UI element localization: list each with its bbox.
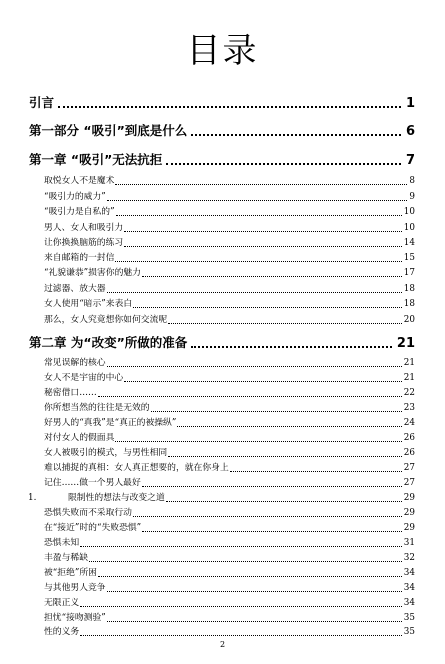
toc-entry-label: 第一章 “吸引”无法抗拒 [29,152,163,167]
toc-page-number: 27 [403,463,415,473]
dot-leader [107,621,402,622]
toc-entry-label: 你所想当然的往往是无效的 [44,403,150,413]
toc-page-number: 22 [403,388,415,398]
toc-entry[interactable] [0,432,445,445]
toc-entry-label: “吸引力是自私的” [44,207,115,217]
toc-entry-label: “吸引力的威力” [44,192,106,202]
toc-entry[interactable] [0,462,445,475]
dot-leader [124,246,402,247]
dot-leader [89,561,402,562]
toc-entry-label: 女人不是宇宙的中心 [44,373,124,383]
dot-leader [124,381,402,382]
toc-page-number: 14 [403,238,415,248]
dot-leader [98,576,402,577]
toc-entry-label: 限制性的想法与改变之道 [68,493,165,503]
toc-entry[interactable] [0,597,445,610]
toc-page-number: 10 [403,223,415,233]
toc-entry[interactable] [0,252,445,265]
toc-page-number: 15 [403,253,415,263]
dot-leader [230,471,402,472]
toc-entry[interactable] [0,314,445,327]
dot-leader [168,323,402,324]
dot-leader [115,261,401,262]
toc-entry-label: 那么，女人究竟想你如何交流呢 [44,315,168,325]
toc-entry[interactable] [0,372,445,385]
toc-entry[interactable] [0,175,445,188]
toc-entry[interactable] [0,267,445,280]
dot-leader [58,106,401,108]
dot-leader [98,396,402,397]
toc-page-number: 20 [403,315,415,325]
toc-entry[interactable] [0,402,445,415]
toc-page-number: 24 [403,418,415,428]
toc-entry-label: 恐惧未知 [44,538,80,548]
dot-leader [142,276,402,277]
toc-page-number: 23 [403,403,415,413]
dot-leader [124,231,402,232]
toc-entry-label: 取悦女人不是魔术 [44,176,115,186]
toc-entry-label: 无限正义 [44,598,80,608]
toc-page-number: 8 [409,176,415,186]
toc-page-number: 31 [403,538,415,548]
toc-entry-label: 常见误解的核心 [44,358,106,368]
toc-entry-label: 记住……做一个男人最好 [44,478,141,488]
dot-leader [166,163,401,165]
dot-leader [168,456,402,457]
toc-entry[interactable] [0,567,445,580]
toc-page-number: 34 [403,598,415,608]
toc-page-number: 26 [403,433,415,443]
toc-page-number: 34 [403,583,415,593]
toc-entry-label: 女人使用“暗示”来表白 [44,299,133,309]
dot-leader [166,501,402,502]
dot-leader [191,346,392,348]
toc-entry-label: 第二章 为“改变”所做的准备 [29,335,188,350]
toc-entry-label: 丰盈与稀缺 [44,553,88,563]
dot-leader [107,200,408,201]
toc-entry-label: 过滤器、放大器 [44,284,106,294]
toc-entry-label: 对付女人的假面具 [44,433,115,443]
toc-page-number: 17 [403,268,415,278]
toc-entry-label: 恐惧失败而不采取行动 [44,508,132,518]
page-title: 目录 [186,31,259,71]
toc-entry-label: 被“拒绝”所困 [44,568,97,578]
toc-entry-label: 女人被吸引的模式，与男性相同 [44,448,168,458]
dot-leader [142,531,402,532]
dot-leader [116,215,402,216]
toc-page-number: 7 [405,153,415,168]
dot-leader [107,591,402,592]
toc-entry[interactable] [0,206,445,219]
toc-entry[interactable] [0,522,445,535]
toc-page-number: 32 [403,553,415,563]
toc-page-number: 18 [403,299,415,309]
toc-entry[interactable] [0,237,445,250]
toc-entry-label: 性的义务 [44,627,80,637]
toc-entry-label: “礼貌谦恭”损害你的魅力 [44,268,141,278]
toc-entry[interactable] [0,387,445,400]
toc-entry[interactable] [0,612,445,625]
dot-leader [177,426,401,427]
dot-leader [151,411,402,412]
dot-leader [80,635,402,636]
toc-entry[interactable] [0,417,445,430]
toc-page-number: 21 [403,358,415,368]
dot-leader [80,546,402,547]
toc-entry-label: 让你换换脑筋的练习 [44,238,124,248]
toc-page-number: 35 [403,613,415,623]
toc-entry[interactable] [0,447,445,460]
toc-entry[interactable] [0,537,445,550]
toc-entry[interactable] [0,298,445,311]
toc-entry[interactable] [0,507,445,520]
dot-leader [133,307,402,308]
toc-entry-label: 担忧“接吻测验” [44,613,106,623]
toc-entry-label: 秘密借口…… [44,388,97,398]
toc-entry[interactable] [0,626,445,639]
toc-entry-label: 来自邮箱的一封信 [44,253,115,263]
toc-entry-label: 引言 [29,95,55,110]
toc-entry-part-one[interactable] [0,122,445,140]
toc-entry[interactable] [0,191,445,204]
toc-entry[interactable] [0,357,445,370]
toc-entry-label: 在“接近”时的“失败恐惧” [44,523,142,533]
toc-entry-label: 好男人的“真我”是“真正的被操纵” [44,418,177,428]
toc-entry-chapter-one[interactable] [0,151,445,169]
toc-page-number: 21 [396,336,415,351]
toc-entry-label: 男人、女人和吸引力 [44,223,124,233]
dot-leader [142,486,402,487]
toc-page-number: 6 [405,124,415,139]
toc-entry[interactable] [0,222,445,235]
toc-entry[interactable] [0,582,445,595]
toc-entry-numbered[interactable] [0,492,445,505]
toc-entry[interactable] [0,283,445,296]
toc-page-number: 21 [403,373,415,383]
dot-leader [80,606,402,607]
toc-entry[interactable] [0,552,445,565]
page-number-footer: 2 [219,640,226,649]
toc-entry-label: 第一部分 “吸引”到底是什么 [29,123,188,138]
toc-entry[interactable] [0,477,445,490]
dot-leader [115,441,401,442]
toc-page-number: 18 [403,284,415,294]
toc-entry-introduction[interactable] [0,94,445,112]
toc-entry-label: 难以捕捉的真相：女人真正想要的，就在你身上 [44,463,229,473]
toc-entry-chapter-two[interactable] [0,334,445,352]
dot-leader [191,134,401,136]
dot-leader [133,516,402,517]
toc-page-number: 29 [403,523,415,533]
toc-page-number: 1 [405,96,415,111]
dot-leader [115,184,407,185]
toc-page-number: 34 [403,568,415,578]
toc-page-number: 27 [403,478,415,488]
toc-page-number: 29 [403,508,415,518]
toc-page-number: 9 [409,192,415,202]
toc-page-number: 35 [403,627,415,637]
toc-page-number: 26 [403,448,415,458]
list-number: 1. [28,493,37,503]
toc-page-number: 10 [403,207,415,217]
dot-leader [107,292,402,293]
toc-page-number: 29 [403,493,415,503]
toc-entry-label: 与其他男人竞争 [44,583,106,593]
dot-leader [107,366,402,367]
